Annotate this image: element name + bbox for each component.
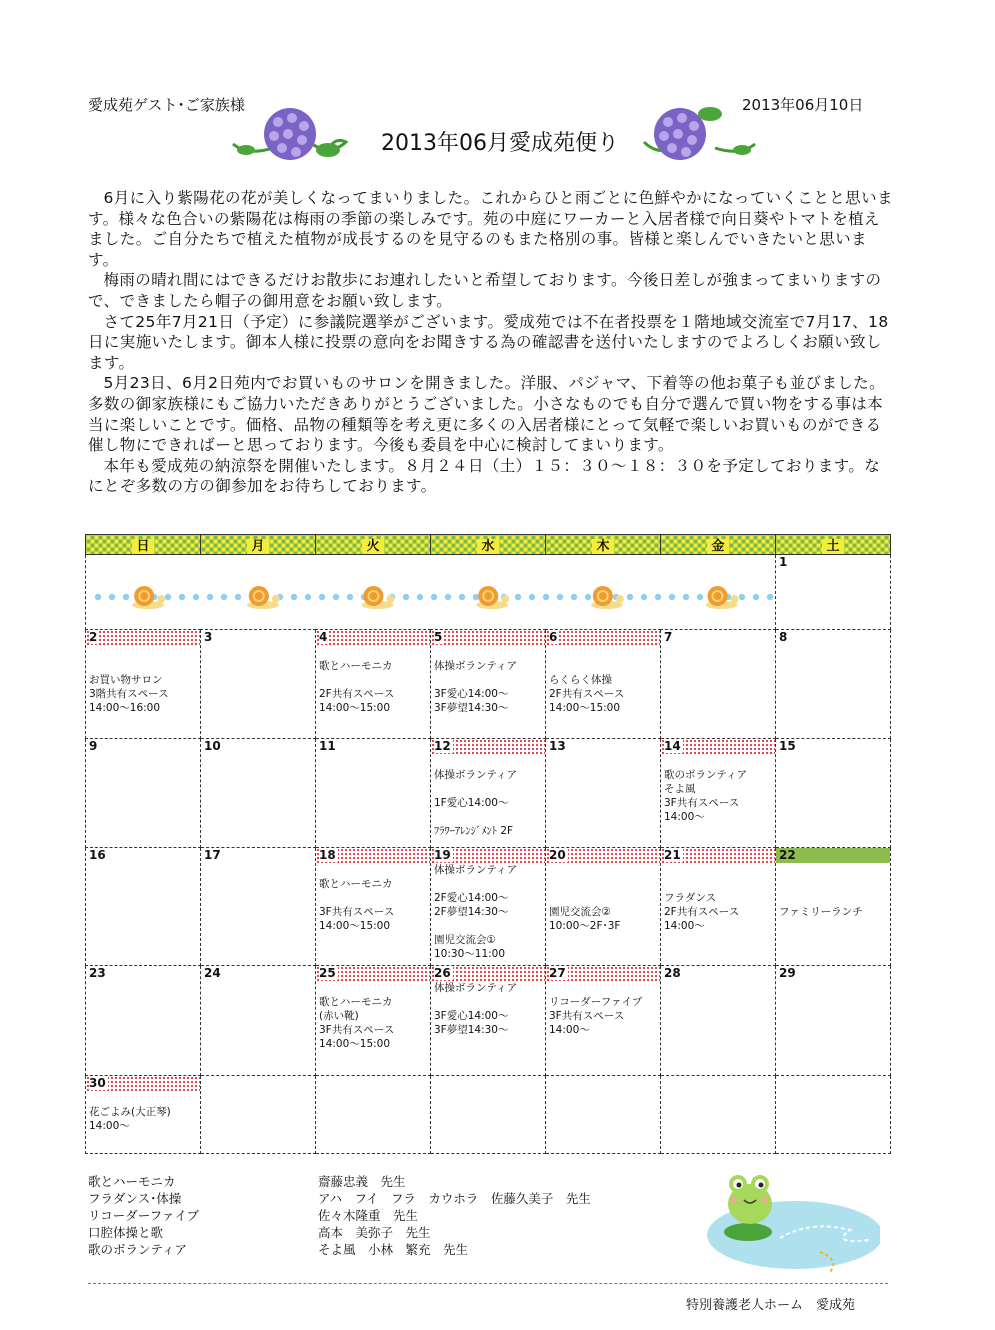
- volunteer-group: 歌とハーモニカ: [88, 1174, 176, 1189]
- addressee: 愛成苑ゲスト･ご家族様: [88, 96, 245, 114]
- calendar-week-row: [86, 739, 891, 848]
- day-number: [431, 1076, 545, 1091]
- calendar-day-cell: [316, 1076, 431, 1154]
- volunteer-teacher: そよ風 小林 繁充 先生: [318, 1242, 469, 1257]
- dot-decoration: [403, 594, 409, 600]
- weekday-header-row: [86, 535, 891, 555]
- snail-icon: [591, 586, 624, 609]
- day-number: 5: [431, 630, 545, 645]
- dot-decoration: [697, 594, 703, 600]
- calendar-day-cell: [86, 848, 201, 966]
- day-number: 21: [661, 848, 775, 863]
- calendar-day-cell: [661, 1076, 776, 1154]
- event-details: らくらく体操 2F共有スペース 14:00～15:00: [549, 674, 625, 714]
- weekday-header: 木: [546, 535, 661, 555]
- volunteer-teacher: 高本 美弥子 先生: [318, 1225, 431, 1240]
- dot-decoration: [193, 594, 199, 600]
- calendar-day-cell: [776, 630, 891, 739]
- weekday-header: 水: [431, 535, 546, 555]
- snail-icon: [705, 586, 738, 609]
- day-number: [201, 1076, 315, 1091]
- event-details: ファミリーランチ: [779, 906, 863, 918]
- day-number: 25: [316, 966, 430, 981]
- calendar-week-row: [86, 966, 891, 1076]
- day-number: 4: [316, 630, 430, 645]
- calendar-day-cell: [546, 1076, 661, 1154]
- day-number: 14: [661, 739, 775, 754]
- calendar-day-cell: [201, 1076, 316, 1154]
- frog-on-pond-icon: [700, 1160, 880, 1280]
- dot-decoration: [221, 594, 227, 600]
- day-number: 11: [319, 739, 336, 753]
- calendar-day-cell: [431, 1076, 546, 1154]
- dot-decoration: [585, 594, 591, 600]
- snail-icon: [361, 586, 394, 609]
- dot-decoration: [333, 594, 339, 600]
- volunteer-teacher: アハ フイ フラ カウホラ 佐藤久美子 先生: [318, 1191, 591, 1206]
- calendar-day-cell: [431, 630, 546, 739]
- event-calendar: [85, 534, 891, 1154]
- dot-decoration: [571, 594, 577, 600]
- dot-decoration: [109, 594, 115, 600]
- volunteer-group: 口腔体操と歌: [88, 1225, 164, 1240]
- day-number: [661, 1076, 775, 1091]
- day-number: 29: [779, 966, 796, 980]
- day-number: 9: [89, 739, 98, 753]
- day-number: 28: [664, 966, 681, 980]
- calendar-day-cell: [776, 966, 891, 1076]
- paragraph: 梅雨の晴れ間にはできるだけお散歩にお連れしたいと希望しております。今後日差しが強まってまいりますので、できましたら帽子の御用意をお願い致します。: [88, 271, 882, 310]
- calendar-day-cell: [316, 848, 431, 966]
- dot-decoration: [319, 594, 325, 600]
- event-details: フラダンス 2F共有スペース 14:00～: [664, 892, 740, 932]
- calendar-day-cell: [201, 848, 316, 966]
- issue-date: 2013年06月10日: [742, 96, 864, 114]
- calendar-day-cell: [431, 848, 546, 966]
- dot-decoration: [123, 594, 129, 600]
- dot-decoration: [459, 594, 465, 600]
- calendar-day-cell: [546, 848, 661, 966]
- dot-decoration: [739, 594, 745, 600]
- event-details: 花ごよみ(大正琴) 14:00～: [89, 1106, 171, 1132]
- calendar-day-cell: [316, 966, 431, 1076]
- calendar-week-row: [86, 1076, 891, 1154]
- dot-decoration: [165, 594, 171, 600]
- dot-decoration: [683, 594, 689, 600]
- day-number: 18: [316, 848, 430, 863]
- snail-icon: [476, 586, 509, 609]
- day-number: 15: [779, 739, 796, 753]
- day-number: [776, 1076, 890, 1091]
- weekday-header: 火: [316, 535, 431, 555]
- calendar-day-cell: [316, 739, 431, 848]
- event-details: 体操ボランティア 3F愛心14:00～ 3F夢望14:30～: [434, 660, 518, 714]
- event-details: 歌のボランティア そよ風 3F共有スペース 14:00～: [664, 769, 748, 823]
- calendar-day-cell: [546, 739, 661, 848]
- dot-decoration: [557, 594, 563, 600]
- dot-decoration: [543, 594, 549, 600]
- day-number: 23: [89, 966, 106, 980]
- day-number: 13: [549, 739, 566, 753]
- day-number: 8: [779, 630, 788, 644]
- event-details: 体操ボランティア 2F愛心14:00～ 2F夢望14:30～ 園児交流会① 10:30～11:00: [434, 864, 518, 960]
- day-number: [546, 1076, 660, 1091]
- dot-decoration: [655, 594, 661, 600]
- day-number: 1: [779, 555, 788, 569]
- dot-decoration: [641, 594, 647, 600]
- calendar-day-cell: [201, 966, 316, 1076]
- event-details: リコーダーファイブ 3F共有スペース 14:00～: [549, 996, 643, 1036]
- dot-decoration: [515, 594, 521, 600]
- calendar-day-cell: [661, 739, 776, 848]
- newsletter-body: [88, 188, 893, 497]
- calendar-day-cell: [316, 630, 431, 739]
- dot-decoration: [445, 594, 451, 600]
- calendar-week-row: [86, 848, 891, 966]
- day-number: 12: [431, 739, 545, 754]
- event-details: 体操ボランティア 3F愛心14:00～ 3F夢望14:30～: [434, 982, 518, 1036]
- calendar-day-cell: [776, 1076, 891, 1154]
- snail-decoration-row: [86, 555, 776, 630]
- calendar-day-cell: [86, 739, 201, 848]
- volunteer-group: 歌のボランティア: [88, 1242, 188, 1257]
- day-number: 10: [204, 739, 221, 753]
- calendar-day-cell: [661, 848, 776, 966]
- volunteer-group: フラダンス･体操: [88, 1191, 182, 1206]
- day-number: 3: [204, 630, 213, 644]
- volunteer-teacher: 齋藤忠義 先生: [318, 1174, 406, 1189]
- calendar-day-cell: [776, 555, 891, 630]
- dot-decoration: [305, 594, 311, 600]
- snail-icon: [247, 586, 280, 609]
- day-number: 7: [664, 630, 673, 644]
- dot-decoration: [767, 594, 773, 600]
- day-number: 6: [546, 630, 660, 645]
- footer-divider: [88, 1283, 888, 1284]
- day-number: 17: [204, 848, 221, 862]
- calendar-week-row: [86, 630, 891, 739]
- calendar-day-cell: [661, 630, 776, 739]
- dot-decoration: [179, 594, 185, 600]
- paragraph: さて25年7月21日（予定）に参議院選挙がございます。愛成苑では不在者投票を１階地域交流室で7月17、18日に実施いたします。御本人様に投票の意向をお聞きする為の確認書を送付いたしますのでよろしくお願い致します。: [88, 312, 889, 372]
- dot-decoration: [347, 594, 353, 600]
- day-number: 30: [86, 1076, 200, 1091]
- calendar-day-cell: [86, 1076, 201, 1154]
- dot-decoration: [753, 594, 759, 600]
- event-details: 歌とハーモニカ (赤い靴) 3F共有スペース 14:00～15:00: [319, 996, 395, 1050]
- calendar-day-cell: [431, 739, 546, 848]
- dot-decoration: [417, 594, 423, 600]
- dot-decoration: [529, 594, 535, 600]
- dot-decoration: [95, 594, 101, 600]
- day-number: 27: [546, 966, 660, 981]
- weekday-header: 土: [776, 535, 891, 555]
- weekday-header: 月: [201, 535, 316, 555]
- day-number: 24: [204, 966, 221, 980]
- hydrangea-right-icon: [640, 104, 760, 168]
- volunteer-group: リコーダーファイブ: [88, 1208, 200, 1223]
- day-number: 19: [431, 848, 545, 863]
- calendar-day-cell: [201, 739, 316, 848]
- dot-decoration: [291, 594, 297, 600]
- snail-icon: [132, 586, 165, 609]
- day-number: 20: [546, 848, 660, 863]
- day-number: 16: [89, 848, 106, 862]
- calendar-day-cell: [86, 630, 201, 739]
- weekday-header: 金: [661, 535, 776, 555]
- calendar-day-cell: [776, 848, 891, 966]
- hydrangea-left-icon: [228, 104, 348, 168]
- dot-decoration: [431, 594, 437, 600]
- dot-decoration: [207, 594, 213, 600]
- dot-decoration: [627, 594, 633, 600]
- event-details: 体操ボランティア 1F愛心14:00～ ﾌﾗﾜｰｱﾚﾝｼﾞﾒﾝﾄ 2F: [434, 769, 518, 837]
- event-details: 歌とハーモニカ 2F共有スペース 14:00～15:00: [319, 660, 395, 714]
- calendar-day-cell: [661, 966, 776, 1076]
- paragraph: 本年も愛成苑の納涼祭を開催いたします。８月２４日（土）１５：３０～１８：３０を予定しております。なにとぞ多数の方の御参加をお待ちしております。: [88, 456, 881, 496]
- calendar-day-cell: [431, 966, 546, 1076]
- calendar-day-cell: [546, 630, 661, 739]
- calendar-day-cell: [86, 966, 201, 1076]
- calendar-day-cell: [201, 630, 316, 739]
- snail-border-icon: [86, 555, 774, 625]
- paragraph: 6月に入り紫陽花の花が美しくなってまいりました。これからひと雨ごとに色鮮やかになっていくことと思います。様々な色合いの紫陽花は梅雨の季節の楽しみです。苑の中庭にワーカーと入居者様で向日葵やトマトを植えました。ご自分たちで植えた植物が成長するのを見守るのもまた格別の事。皆様と楽しんでいきたいと思います。: [88, 189, 893, 269]
- calendar-day-cell: [546, 966, 661, 1076]
- calendar-day-cell: [776, 739, 891, 848]
- weekday-header: 日: [86, 535, 201, 555]
- day-number: 2: [86, 630, 200, 645]
- dot-decoration: [669, 594, 675, 600]
- paragraph: 5月23日、6月2日苑内でお買いものサロンを開きました。洋服、パジャマ、下着等の他お菓子も並びました。多数の御家族様にもご協力いただきありがとうございました。小さなものでも自分で選んで買い物をする事は本当に楽しいことです。価格、品物の種類等を考え更に多くの入居者様にとって気軽で楽しいお買いものができる催し物にできればーと思っております。今後も委員を中心に検討してまいります。: [88, 374, 885, 455]
- page-title: 2013年06月愛成苑便り: [381, 131, 619, 156]
- organization-name: 特別養護老人ホーム 愛成苑: [686, 1298, 856, 1313]
- day-number: 22: [776, 848, 890, 863]
- dot-decoration: [235, 594, 241, 600]
- event-details: 園児交流会② 10:00～2F･3F: [549, 906, 621, 932]
- event-details: お買い物サロン 3階共有スペース 14:00～16:00: [89, 674, 169, 714]
- event-details: 歌とハーモニカ 3F共有スペース 14:00～15:00: [319, 878, 395, 932]
- day-number: [316, 1076, 430, 1091]
- day-number: 26: [431, 966, 545, 981]
- volunteer-teacher: 佐々木隆重 先生: [318, 1208, 419, 1223]
- calendar-week-row: [86, 555, 891, 630]
